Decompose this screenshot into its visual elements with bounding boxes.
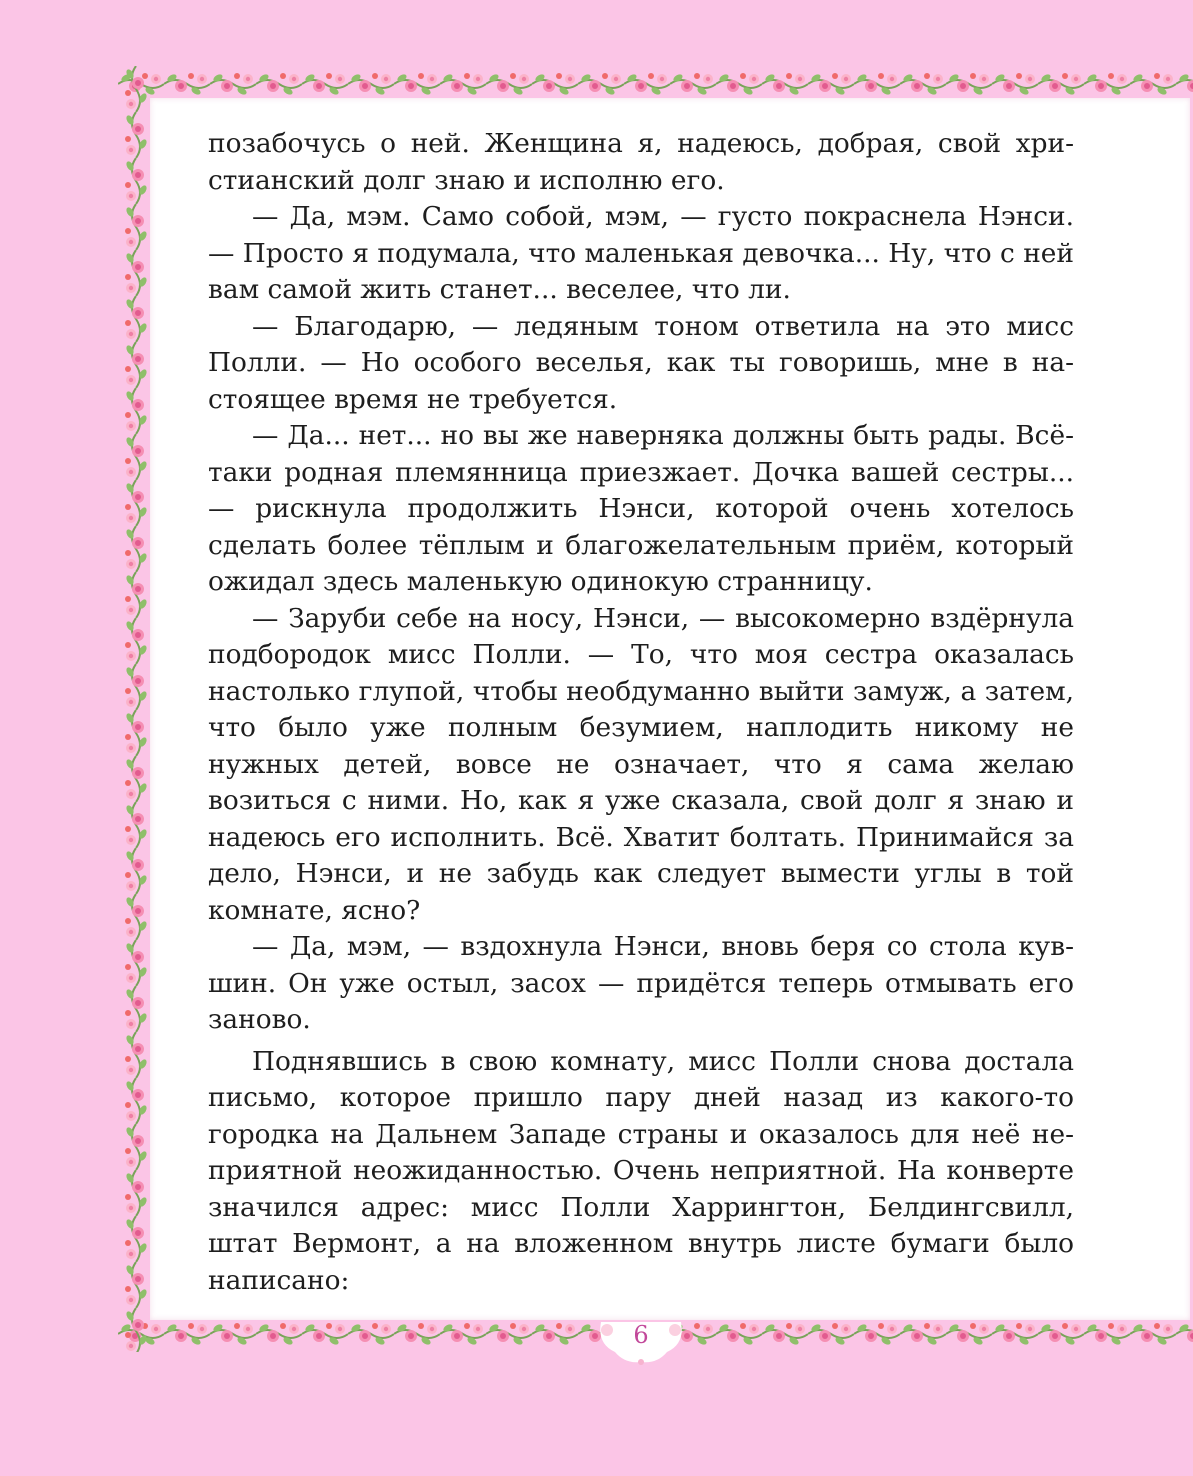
paragraph: — Да, мэм. Само собой, мэм, — густо покраснела Нэнси. — Просто я подумала, что маленькая девочка... Ну, что с ней вам самой жить станет... веселее, что ли. (208, 201, 1074, 305)
paragraph: позабочусь о ней. Женщина я, надеюсь, добрая, свой христианский долг знаю и исполню его. (208, 128, 1074, 196)
page-number-badge (597, 1322, 685, 1366)
paragraph: — Заруби себе на носу, Нэнси, — высокомерно вздёрнула подбородок мисс Полли. — То, что моя сестра оказалась настолько глупой, чтобы необдуманно выйти замуж, а затем, что было уже полным безумием, наплодить никому не нужных детей, вовсе не означает, что я сама желаю возиться с ними. Но, как я уже сказала, свой долг я знаю и надеюсь его исполнить. Всё. Хватит болтать. Принимайся за дело, Нэнси, и не забудь как следует вымести углы в той комнате, ясно? (208, 602, 1074, 926)
book-text (208, 126, 1074, 1299)
paragraph: — Да, мэм, — вздохнула Нэнси, вновь беря со стола кувшин. Он уже остыл, засох — придётся теперь отмывать его заново. (208, 931, 1074, 1035)
rose-border-top (118, 66, 1193, 102)
paragraph: — Да... нет... но вы же наверняка должны быть рады. Всё-таки родная племянница приезжает. Дочка вашей сестры... — рискнула продолжить Нэнси, которой очень хотелось сделать более тёплым и благожелательным приём, который ожидал здесь маленькую одинокую странницу. (208, 420, 1074, 597)
rose-border-left (118, 66, 154, 1352)
paragraph: Поднявшись в свою комнату, мисс Полли снова достала письмо, которое пришло пару дней назад из какого-то городка на Дальнем Западе страны и оказалось для неё неприятной неожиданностью. Очень неприятной. На конверте значился адрес: мисс Полли Харрингтон, Белдингсвилл, штат Вермонт, а на вложенном внутрь листе бумаги было написано: (208, 1045, 1074, 1296)
paragraph: — Благодарю, — ледяным тоном ответила на это мисс Полли. — Но особого веселья, как ты говоришь, мне в настоящее время не требуется. (208, 310, 1074, 415)
page-number: 6 (633, 1321, 649, 1349)
